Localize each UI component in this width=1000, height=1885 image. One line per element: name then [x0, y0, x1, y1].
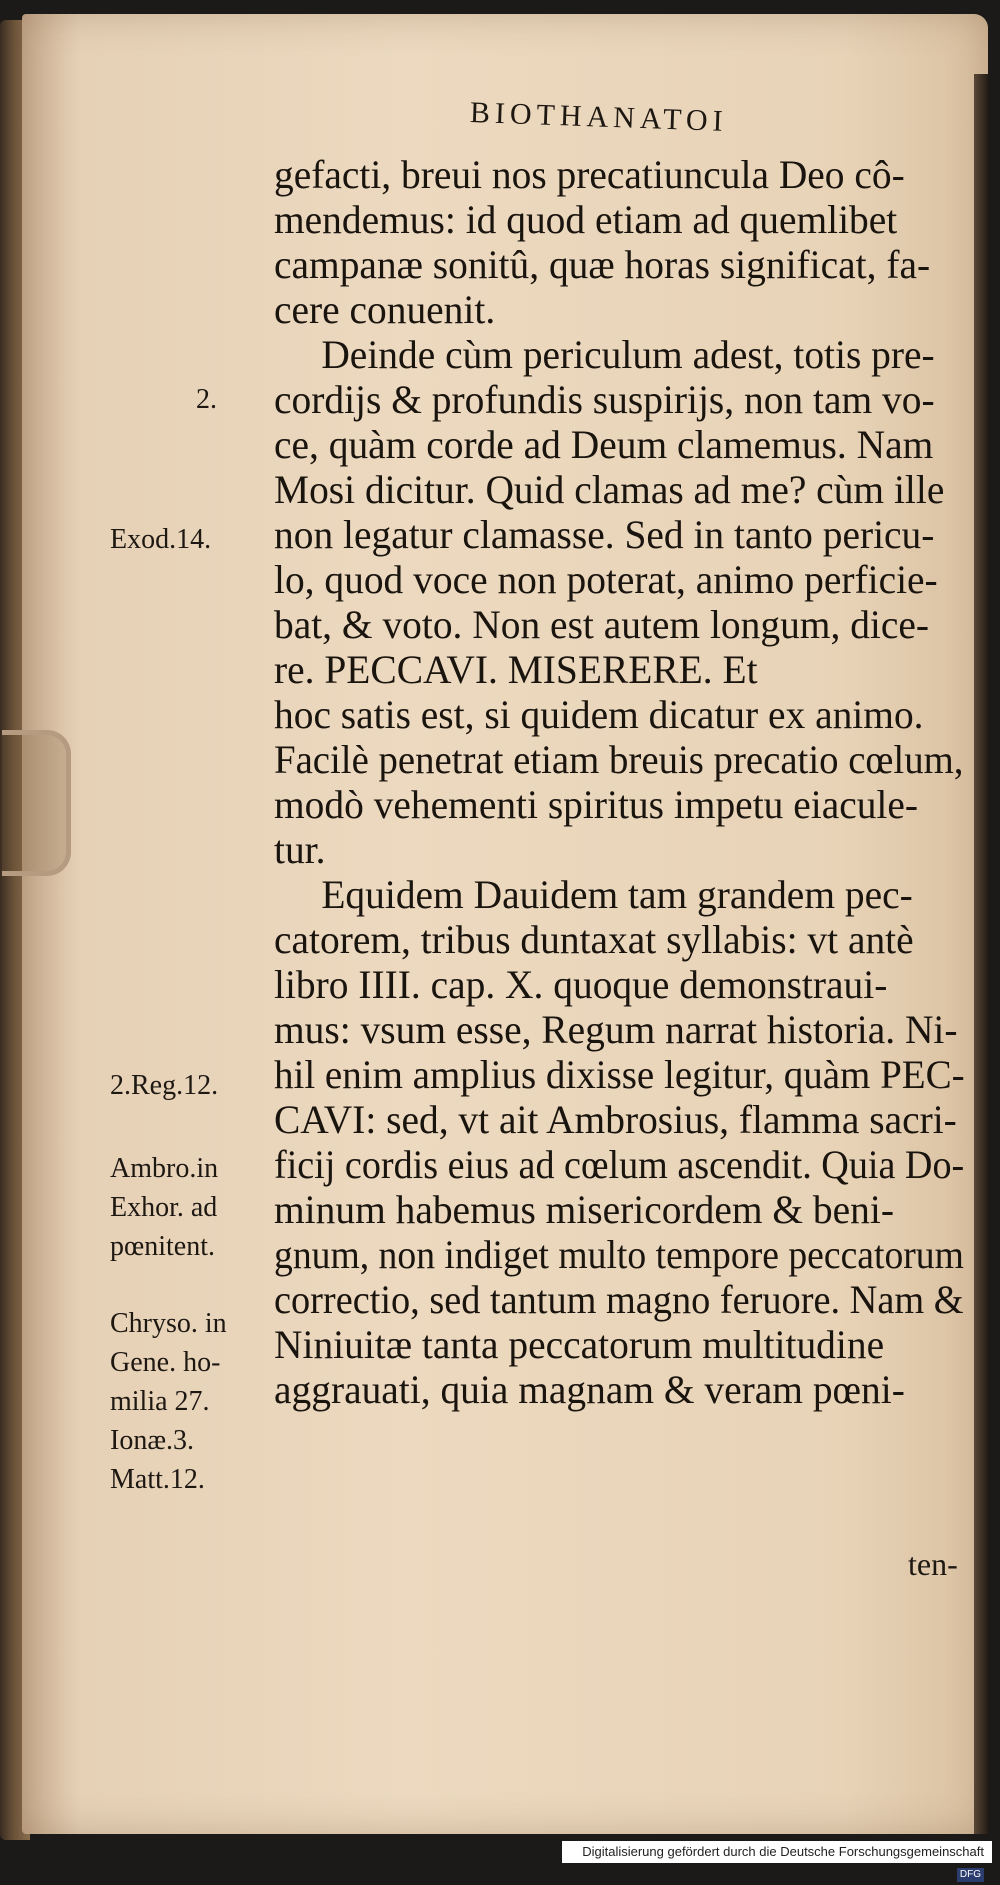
- margin-note-2: 2.: [196, 384, 217, 415]
- text-line: libro IIII. cap. X. quoque demonstraui-: [274, 962, 888, 1007]
- margin-note-exod: Exod.14.: [110, 524, 212, 555]
- text-line: correctio, sed tantum magno feruore. Nam &: [274, 1277, 964, 1322]
- margin-note-ambrosius-3: pœnitent.: [110, 1231, 215, 1262]
- text-line: modò vehementi spiritus impetu eiacule-: [274, 782, 919, 827]
- running-head: BIOTHANATOI: [469, 96, 729, 138]
- footer-text: Digitalisierung gefördert durch die Deutsche Forschungsgemeinschaft: [582, 1844, 984, 1859]
- text-line: aggrauati, quia magnam & veram pœni-: [274, 1367, 905, 1412]
- text-line: lo, quod voce non poterat, animo perficie-: [274, 557, 938, 602]
- text-line: hil enim amplius dixisse legitur, quàm PEC-: [274, 1052, 965, 1097]
- margin-note-ambrosius-1: Ambro.in: [110, 1153, 219, 1184]
- text-line: hoc satis est, si quidem dicatur ex animo.: [274, 692, 924, 737]
- text-line: mus: vsum esse, Regum narrat historia. Ni-: [274, 1007, 958, 1052]
- catchword: ten-: [908, 1546, 958, 1582]
- text-line: cordijs & profundis suspirijs, non tam vo-: [274, 377, 935, 422]
- text-line: mendemus: id quod etiam ad quemlibet: [274, 197, 898, 242]
- margin-note-chrysostom-2: Gene. ho-: [110, 1347, 221, 1378]
- text-line: ce, quàm corde ad Deum clamemus. Nam: [274, 422, 934, 467]
- margin-note-ionae: Ionæ.3.: [110, 1425, 194, 1456]
- page-edge-shadow: [974, 74, 988, 1834]
- text-line: non legatur clamasse. Sed in tanto pericu-: [274, 512, 935, 557]
- text-line: cere conuenit.: [274, 287, 496, 332]
- margin-note-ambrosius-2: Exhor. ad: [110, 1192, 218, 1223]
- text-line: Niniuitæ tanta peccatorum multitudine: [274, 1322, 885, 1367]
- text-line: ficij cordis eius ad cœlum ascendit. Quia Do-: [274, 1142, 965, 1187]
- margin-note-chrysostom-1: Chryso. in: [110, 1308, 227, 1339]
- text-line: catorem, tribus duntaxat syllabis: vt antè: [274, 917, 914, 962]
- margin-note-chrysostom-3: milia 27.: [110, 1386, 210, 1417]
- dfg-logo-icon: DFG: [957, 1868, 984, 1882]
- text-line: tur.: [274, 827, 326, 872]
- text-line: bat, & voto. Non est autem longum, dice-: [274, 602, 930, 647]
- text-line: Facilè penetrat etiam breuis precatio cœlum,: [274, 737, 964, 782]
- book-clasp: [2, 730, 71, 876]
- margin-note-matt: Matt.12.: [110, 1464, 205, 1495]
- main-text-block: [274, 152, 974, 1412]
- digitization-footer: [562, 1841, 992, 1880]
- text-line: minum habemus misericordem & beni-: [274, 1187, 894, 1232]
- text-line: Equidem Dauidem tam grandem pec-: [321, 872, 913, 917]
- text-line: gnum, non indiget multo tempore peccatorum: [274, 1232, 964, 1277]
- text-line: Deinde cùm periculum adest, totis pre-: [321, 332, 935, 377]
- text-line: gefacti, breui nos precatiuncula Deo cô-: [274, 152, 905, 197]
- text-line: campanæ sonitû, quæ horas significat, fa-: [274, 242, 931, 287]
- margin-note-reg: 2.Reg.12.: [110, 1070, 219, 1101]
- text-line: Mosi dicitur. Quid clamas ad me? cùm ille: [274, 467, 945, 512]
- text-line: CAVI: sed, vt ait Ambrosius, flamma sacri-: [274, 1097, 957, 1142]
- text-line: re. PECCAVI. MISERERE. Et: [274, 647, 758, 692]
